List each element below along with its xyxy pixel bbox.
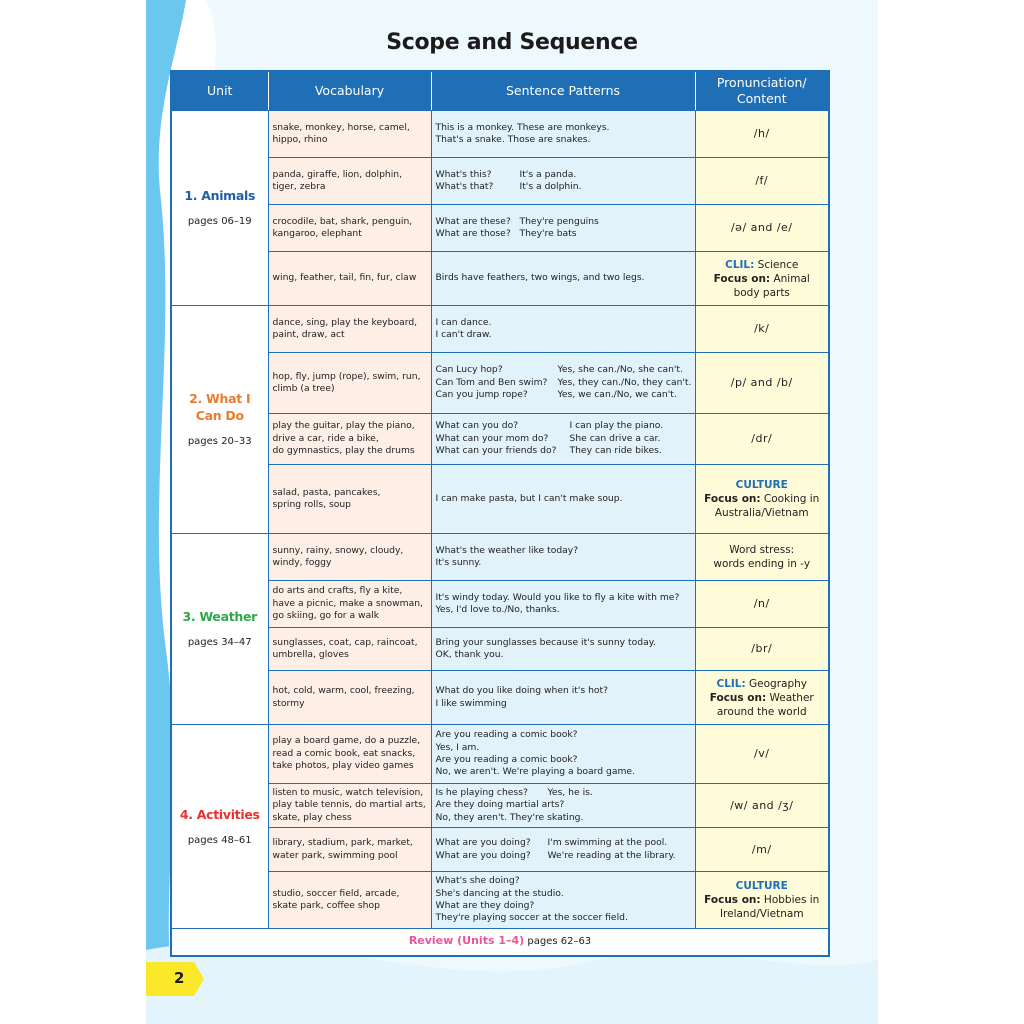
pronunciation-cell <box>695 671 829 725</box>
header-sentence-patterns: Sentence Patterns <box>431 71 695 111</box>
pattern-line: She's dancing at the studio. <box>435 887 564 899</box>
unit-title-line: Can Do <box>195 408 244 424</box>
focus-text: Weather around the world <box>716 691 814 718</box>
page-number-tab <box>146 962 204 996</box>
pattern-question: No, they aren't. They're skating. <box>435 811 584 823</box>
focus-label: Focus on: <box>713 272 771 285</box>
vocabulary-cell <box>268 252 431 306</box>
unit-cell <box>171 111 268 306</box>
table-body <box>171 111 829 957</box>
pattern-line: That's a snake. Those are snakes. <box>435 134 591 145</box>
vocab-line: play the guitar, play the piano, <box>272 420 415 432</box>
pattern-line <box>436 181 691 193</box>
vocab-line: play table tennis, do martial arts, <box>272 799 426 811</box>
focus-text: Cooking in Australia/Vietnam <box>714 493 820 519</box>
pronunciation-value: /br/ <box>751 642 773 655</box>
content-subject <box>700 478 825 492</box>
content-focus <box>700 492 825 520</box>
pattern-line: I can make pasta, but I can't make soup. <box>435 492 623 504</box>
page <box>146 0 878 1024</box>
sentence-pattern-cell <box>431 252 695 306</box>
pattern-line <box>436 787 691 799</box>
focus-text: Hobbies in Ireland/Vietnam <box>719 894 820 920</box>
pattern-line: OK, thank you. <box>435 649 504 660</box>
vocabulary-cell <box>268 111 431 158</box>
pronunciation-value: /n/ <box>753 597 770 610</box>
pattern-line: What do you like doing when it's hot? <box>435 685 609 697</box>
vocab-line: tiger, zebra <box>272 181 326 192</box>
pattern-line: It's windy today. Would you like to fly a kite with me? <box>435 591 680 603</box>
table-row <box>171 828 829 872</box>
pattern-line <box>436 433 691 445</box>
vocab-line: studio, soccer field, arcade, <box>272 887 400 899</box>
pronunciation-cell <box>695 581 829 628</box>
sentence-pattern-cell <box>431 534 695 581</box>
unit-cell <box>171 306 268 534</box>
vocabulary-cell <box>268 306 431 353</box>
vocab-line: take photos, play video games <box>272 760 414 772</box>
pattern-question: What can your mom do? <box>435 432 549 444</box>
unit-title: 3. Weather <box>182 609 258 625</box>
vocab-line: read a comic book, eat snacks, <box>272 747 416 759</box>
scope-sequence-table <box>170 70 830 957</box>
pronunciation-cell <box>695 828 829 872</box>
vocab-line: hop, fly, jump (rope), swim, run, <box>272 370 421 382</box>
table-row <box>171 158 829 205</box>
pattern-question: What can your friends do? <box>435 445 557 457</box>
pattern-question: What can you do? <box>435 420 519 432</box>
pronunciation-cell <box>695 158 829 205</box>
unit-pages: pages 06–19 <box>187 216 252 228</box>
vocab-line: go skiing, go for a walk <box>272 610 380 622</box>
content-focus <box>700 272 825 300</box>
unit-cell <box>171 725 268 929</box>
pronunciation-cell <box>695 414 829 465</box>
pattern-answer: It's a dolphin. <box>519 181 582 192</box>
content-tag: CLIL: <box>725 258 755 271</box>
pattern-answer: They can ride bikes. <box>569 445 662 457</box>
vocab-line: sunny, rainy, snowy, cloudy, <box>272 544 404 556</box>
content-subject-name: Geography <box>745 677 807 690</box>
pattern-line: Are you reading a comic book? <box>435 754 578 765</box>
pattern-line <box>436 228 691 240</box>
pronunciation-value: /dr/ <box>751 432 773 445</box>
pronunciation-cell <box>695 306 829 353</box>
vocabulary-cell <box>268 465 431 534</box>
pattern-answer: She can drive a car. <box>569 432 661 444</box>
content-subject-name: Science <box>754 258 799 271</box>
vocab-line: stormy <box>272 697 305 709</box>
pattern-line: Yes, I'd love to./No, thanks. <box>435 604 560 615</box>
vocab-line: play a board game, do a puzzle, <box>272 735 421 747</box>
table-row <box>171 465 829 534</box>
unit-title: 4. Activities <box>179 806 260 822</box>
pronunciation-value: /h/ <box>753 127 770 140</box>
table-row <box>171 534 829 581</box>
pronunciation-value: /w/ and /ʒ/ <box>730 798 794 812</box>
focus-text: Animal body parts <box>733 272 810 299</box>
pattern-question: What are you doing? <box>435 849 531 861</box>
pattern-line: Yes, I am. <box>435 741 480 753</box>
pattern-line: I can't draw. <box>435 329 492 340</box>
pronunciation-cell <box>695 534 829 581</box>
header-vocabulary: Vocabulary <box>268 71 431 111</box>
pattern-line <box>436 812 691 824</box>
pattern-line <box>436 445 691 457</box>
pronunciation-value: /v/ <box>754 747 770 760</box>
pattern-question: What are these? <box>435 215 511 227</box>
unit-title: 1. Animals <box>184 188 256 204</box>
pattern-line <box>436 377 691 389</box>
vocab-line: umbrella, gloves <box>272 649 349 660</box>
sentence-pattern-cell <box>431 306 695 353</box>
sentence-pattern-cell <box>431 414 695 465</box>
table-row <box>171 414 829 465</box>
vocabulary-cell <box>268 671 431 725</box>
pattern-answer: Yes, we can./No, we can't. <box>557 389 677 401</box>
header-unit: Unit <box>171 71 268 111</box>
vocab-line: climb (a tree) <box>272 383 335 394</box>
pattern-line <box>436 216 691 228</box>
vocab-line: windy, foggy <box>272 557 332 568</box>
sentence-pattern-cell <box>431 628 695 671</box>
pronunciation-value: /f/ <box>755 174 769 187</box>
vocabulary-cell <box>268 158 431 205</box>
pattern-line: No, we aren't. We're playing a board game. <box>435 766 636 778</box>
vocab-line: skate, play chess <box>272 811 352 823</box>
vocabulary-cell <box>268 784 431 828</box>
vocab-line: listen to music, watch television, <box>272 786 424 798</box>
pattern-line <box>436 837 691 849</box>
focus-label: Focus on: <box>704 894 761 906</box>
pattern-line: I like swimming <box>435 697 507 709</box>
vocabulary-cell <box>268 628 431 671</box>
vocab-line: panda, giraffe, lion, dolphin, <box>272 168 403 180</box>
pattern-line: Birds have feathers, two wings, and two legs. <box>435 272 645 284</box>
content-focus <box>700 893 825 921</box>
vocabulary-cell <box>268 353 431 414</box>
page-number: 2 <box>174 969 185 987</box>
vocab-line: water park, swimming pool <box>272 849 398 861</box>
table-row <box>171 872 829 929</box>
pronunciation-cell <box>695 725 829 784</box>
table-row <box>171 725 829 784</box>
pattern-question: What are those? <box>435 228 511 239</box>
pronunciation-cell <box>695 628 829 671</box>
content-tag: CULTURE <box>735 479 788 491</box>
pattern-line <box>436 169 691 181</box>
pattern-line: This is a monkey. These are monkeys. <box>435 121 610 133</box>
table-row <box>171 306 829 353</box>
review-label: Review (Units 1–4) <box>408 934 525 948</box>
pattern-question: What's that? <box>435 181 494 192</box>
sentence-pattern-cell <box>431 725 695 784</box>
pronunciation-cell <box>695 111 829 158</box>
vocab-line: hippo, rhino <box>272 134 328 145</box>
pattern-answer: They're bats <box>519 228 577 239</box>
pattern-question: Can Lucy hop? <box>435 364 503 376</box>
pattern-answer: I can play the piano. <box>569 420 664 432</box>
pattern-line <box>436 799 691 811</box>
pronunciation-cell <box>695 465 829 534</box>
pronunciation-value: /ə/ and /e/ <box>730 221 793 234</box>
vocab-line: spring rolls, soup <box>272 499 352 510</box>
table-row <box>171 353 829 414</box>
review-pages: pages 62–63 <box>527 936 592 948</box>
header-pronunciation: Pronunciation/ Content <box>695 71 829 111</box>
vocab-line: sunglasses, coat, cap, raincoat, <box>272 636 418 648</box>
content-subject <box>700 879 825 893</box>
pattern-question: Can Tom and Ben swim? <box>435 376 548 388</box>
unit-pages: pages 34–47 <box>187 637 252 649</box>
vocab-line: have a picnic, make a snowman, <box>272 597 423 609</box>
content-line: words ending in -y <box>713 558 811 570</box>
sentence-pattern-cell <box>431 465 695 534</box>
vocab-line: library, stadium, park, market, <box>272 837 413 849</box>
sentence-pattern-cell <box>431 671 695 725</box>
sentence-pattern-cell <box>431 581 695 628</box>
pronunciation-cell <box>695 784 829 828</box>
content-focus <box>700 691 825 719</box>
vocab-line: crocodile, bat, shark, penguin, <box>272 215 413 227</box>
pattern-line: I can dance. <box>435 316 492 328</box>
table-row <box>171 581 829 628</box>
vocab-line: salad, pasta, pancakes, <box>272 486 381 498</box>
table-row <box>171 628 829 671</box>
unit-pages: pages 48–61 <box>187 834 252 846</box>
pronunciation-cell <box>695 353 829 414</box>
pattern-question: What are you doing? <box>435 837 531 849</box>
vocab-line: drive a car, ride a bike, <box>272 432 379 444</box>
vocabulary-cell <box>268 828 431 872</box>
content-subject <box>700 677 825 691</box>
content-tag: CLIL: <box>716 677 746 690</box>
vocab-line: snake, monkey, horse, camel, <box>272 121 410 133</box>
page-title: Scope and Sequence <box>386 30 638 55</box>
pattern-line <box>436 364 691 376</box>
pattern-question: Can you jump rope? <box>435 389 528 401</box>
unit-title <box>172 390 268 424</box>
pattern-answer: It's a panda. <box>519 168 577 180</box>
content-line: Word stress: <box>729 544 795 556</box>
pronunciation-cell <box>695 205 829 252</box>
pattern-answer: Yes, they can./No, they can't. <box>557 376 692 388</box>
table-row <box>171 252 829 306</box>
sentence-pattern-cell <box>431 205 695 252</box>
vocab-line: skate park, coffee shop <box>272 900 380 911</box>
pattern-line: Bring your sunglasses because it's sunny today. <box>435 636 656 648</box>
table-row <box>171 111 829 158</box>
sentence-pattern-cell <box>431 353 695 414</box>
pattern-answer: They're penguins <box>519 215 599 227</box>
sentence-pattern-cell <box>431 158 695 205</box>
pronunciation-value: /k/ <box>754 322 770 335</box>
review-cell <box>171 929 829 957</box>
pattern-answer: We're reading at the library. <box>547 849 676 861</box>
pattern-line: What are they doing? <box>435 900 535 911</box>
vocab-line: paint, draw, act <box>272 329 345 340</box>
content-tag: CULTURE <box>735 880 788 892</box>
vocabulary-cell <box>268 581 431 628</box>
pattern-line: They're playing soccer at the soccer field. <box>435 912 628 924</box>
pattern-line: What's the weather like today? <box>435 544 579 556</box>
vocabulary-cell <box>268 205 431 252</box>
sentence-pattern-cell <box>431 872 695 929</box>
vocabulary-cell <box>268 872 431 929</box>
pattern-answer: I'm swimming at the pool. <box>547 837 668 849</box>
sentence-pattern-cell <box>431 784 695 828</box>
pattern-line <box>436 389 691 401</box>
pronunciation-value: /p/ and /b/ <box>730 376 793 389</box>
focus-label: Focus on: <box>704 493 761 505</box>
sentence-pattern-cell <box>431 111 695 158</box>
pattern-line <box>436 420 691 432</box>
pattern-line: What's she doing? <box>435 875 520 887</box>
pattern-answer: Yes, she can./No, she can't. <box>557 364 683 376</box>
pattern-answer: Yes, he is. <box>547 786 593 798</box>
review-row <box>171 929 829 957</box>
header-row <box>171 71 829 111</box>
sentence-pattern-cell <box>431 828 695 872</box>
vocabulary-cell <box>268 534 431 581</box>
content-subject <box>700 258 825 272</box>
pronunciation-cell <box>695 872 829 929</box>
vocab-line: do arts and crafts, fly a kite, <box>272 585 403 597</box>
vocab-line: do gymnastics, play the drums <box>272 445 415 457</box>
table-row <box>171 784 829 828</box>
pattern-question: Are they doing martial arts? <box>435 799 565 811</box>
pronunciation-cell <box>695 252 829 306</box>
pronunciation-value: /m/ <box>751 842 772 856</box>
table-row <box>171 671 829 725</box>
focus-label: Focus on: <box>709 691 767 704</box>
vocabulary-cell <box>268 725 431 784</box>
vocab-line: hot, cold, warm, cool, freezing, <box>272 685 415 697</box>
vocabulary-cell <box>268 414 431 465</box>
pattern-question: Is he playing chess? <box>435 786 528 798</box>
unit-title-line: 2. What I <box>189 391 251 407</box>
pattern-line <box>436 850 691 862</box>
vocab-line: dance, sing, play the keyboard, <box>272 316 418 328</box>
pattern-question: What's this? <box>435 168 492 180</box>
unit-cell <box>171 534 268 725</box>
unit-pages: pages 20–33 <box>187 436 252 448</box>
pattern-line: Are you reading a comic book? <box>435 729 578 741</box>
pattern-line: It's sunny. <box>435 557 482 568</box>
vocab-line: kangaroo, elephant <box>272 228 362 239</box>
vocab-line: wing, feather, tail, fin, fur, claw <box>272 272 417 284</box>
table-row <box>171 205 829 252</box>
